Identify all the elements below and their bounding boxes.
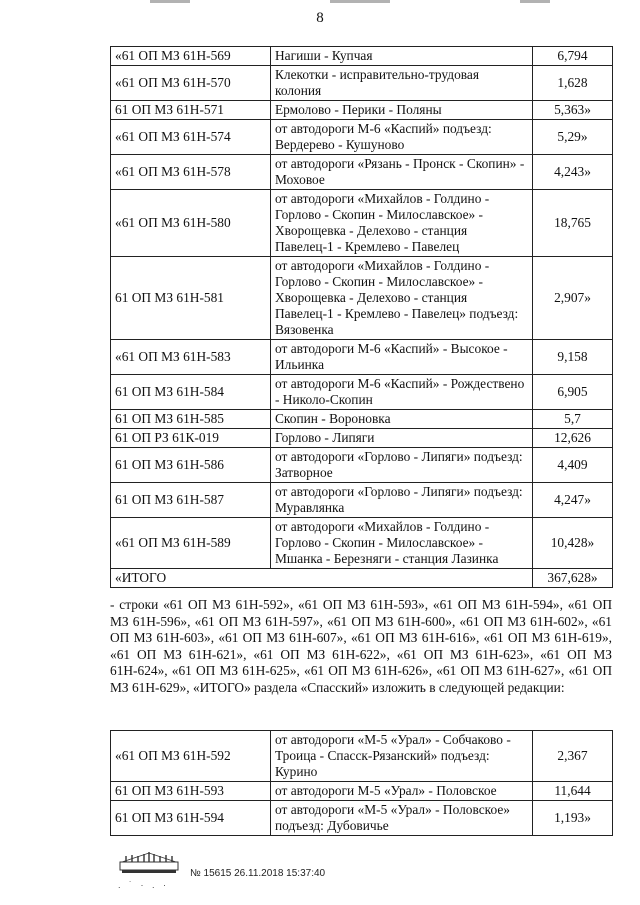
table-row [111, 120, 613, 155]
road-length: 11,644 [533, 782, 613, 801]
scan-artifact [330, 0, 390, 3]
road-length: 1,193» [533, 801, 613, 836]
table-row [111, 483, 613, 518]
road-name: от автодороги «Михайлов - Голдино - Горлово - Скопин - Милославское» - Мшанка - Березняги - станция Лазинка [271, 518, 533, 569]
road-length: 1,628 [533, 66, 613, 101]
road-name: от автодороги «Михайлов - Голдино - Горлово - Скопин - Милославское» - Хворощевка - Делехово - станция Павелец-1 - Кремлево - Павелец» подъезд: Вязовенка [271, 257, 533, 340]
road-name: Нагиши - Купчая [271, 47, 533, 66]
table-row [111, 155, 613, 190]
page-number: 8 [316, 10, 324, 26]
road-length: 4,409 [533, 448, 613, 483]
road-name: Горлово - Липяги [271, 429, 533, 448]
road-name: от автодороги М-6 «Каспий» - Рождествено - Николо-Скопин [271, 375, 533, 410]
road-code: «61 ОП МЗ 61Н-570 [111, 66, 271, 101]
table-row [111, 66, 613, 101]
road-name: Клекотки - исправительно-трудовая колония [271, 66, 533, 101]
road-name: от автодороги «Михайлов - Голдино - Горлово - Скопин - Милославское» - Хворощевка - Делехово - станция Павелец-1 - Кремлево - Павелец [271, 190, 533, 257]
roads-table [110, 46, 613, 588]
road-length: 12,626 [533, 429, 613, 448]
table-row [111, 448, 613, 483]
document-footer [118, 850, 538, 890]
scan-artifact [150, 0, 190, 3]
table-row [111, 47, 613, 66]
road-code: «61 ОП МЗ 61Н-569 [111, 47, 271, 66]
government-stamp-icon [118, 850, 180, 874]
road-name: от автодороги «Горлово - Липяги» подъезд: Затворное [271, 448, 533, 483]
road-code: 61 ОП МЗ 61Н-587 [111, 483, 271, 518]
road-length: 2,367 [533, 731, 613, 782]
road-code: 61 ОП МЗ 61Н-584 [111, 375, 271, 410]
road-name: от автодороги М-5 «Урал» - Половское [271, 782, 533, 801]
road-code: 61 ОП МЗ 61Н-593 [111, 782, 271, 801]
road-code: 61 ОП МЗ 61Н-581 [111, 257, 271, 340]
table-row [111, 410, 613, 429]
roads-table-body [111, 47, 613, 588]
spassky-table-body [111, 731, 613, 836]
road-length: 6,905 [533, 375, 613, 410]
road-code: «61 ОП МЗ 61Н-583 [111, 340, 271, 375]
road-name: от автодороги М-6 «Каспий» подъезд: Вердерево - Кушуново [271, 120, 533, 155]
road-length: 5,363» [533, 101, 613, 120]
road-code: 61 ОП МЗ 61Н-586 [111, 448, 271, 483]
road-name: Скопин - Вороновка [271, 410, 533, 429]
road-length: 18,765 [533, 190, 613, 257]
road-code: «61 ОП МЗ 61Н-574 [111, 120, 271, 155]
road-length: 2,907» [533, 257, 613, 340]
road-code: «61 ОП МЗ 61Н-580 [111, 190, 271, 257]
total-label: «ИТОГО [111, 569, 533, 588]
road-code: 61 ОП РЗ 61К-019 [111, 429, 271, 448]
road-length: 5,29» [533, 120, 613, 155]
table-row [111, 782, 613, 801]
road-code: «61 ОП МЗ 61Н-592 [111, 731, 271, 782]
scan-artifact [520, 0, 550, 3]
road-name: Ермолово - Перики - Поляны [271, 101, 533, 120]
table-row [111, 257, 613, 340]
amendment-paragraph: - строки «61 ОП МЗ 61Н-592», «61 ОП МЗ 61Н-593», «61 ОП МЗ 61Н-594», «61 ОП МЗ 61Н-596», «61 ОП МЗ 61Н-597», «61 ОП МЗ 61Н-600», «61 ОП МЗ 61Н-602», «61 ОП МЗ 61Н-603», «61 ОП МЗ 61Н-607», «61 ОП МЗ 61Н-616», «61 ОП МЗ 61Н-619», «61 ОП МЗ 61Н-621», «61 ОП МЗ 61Н-622», «61 ОП МЗ 61Н-623», «61 ОП МЗ 61Н-624», «61 ОП МЗ 61Н-625», «61 ОП МЗ 61Н-626», «61 ОП МЗ 61Н-627», «61 ОП МЗ 61Н-629», «ИТОГО» раздела «Спасский» изложить в следующей редакции: [110, 597, 612, 695]
road-length: 4,243» [533, 155, 613, 190]
road-name: от автодороги М-6 «Каспий» - Высокое - Ильинка [271, 340, 533, 375]
road-length: 10,428» [533, 518, 613, 569]
road-length: 5,7 [533, 410, 613, 429]
road-length: 4,247» [533, 483, 613, 518]
road-code: «61 ОП МЗ 61Н-589 [111, 518, 271, 569]
road-name: от автодороги «Горлово - Липяги» подъезд: Муравлянка [271, 483, 533, 518]
road-code: «61 ОП МЗ 61Н-578 [111, 155, 271, 190]
table-row [111, 429, 613, 448]
total-row [111, 569, 613, 588]
table-row [111, 101, 613, 120]
table-row [111, 801, 613, 836]
table-row [111, 340, 613, 375]
road-name: от автодороги «М-5 «Урал» - Собчаково - Троица - Спасск-Рязанский» подъезд: Курино [271, 731, 533, 782]
document-id: № 15615 26.11.2018 15:37:40 [190, 868, 326, 879]
table-row [111, 518, 613, 569]
table-row [111, 190, 613, 257]
table-row [111, 731, 613, 782]
spassky-table [110, 730, 613, 836]
road-length: 9,158 [533, 340, 613, 375]
road-code: 61 ОП МЗ 61Н-571 [111, 101, 271, 120]
road-code: 61 ОП МЗ 61Н-594 [111, 801, 271, 836]
road-name: от автодороги «М-5 «Урал» - Половское» подъезд: Дубовичье [271, 801, 533, 836]
road-name: от автодороги «Рязань - Пронск - Скопин» - Моховое [271, 155, 533, 190]
table-row [111, 375, 613, 410]
road-code: 61 ОП МЗ 61Н-585 [111, 410, 271, 429]
road-length: 6,794 [533, 47, 613, 66]
footer-marks: . ˙ · . · [118, 880, 169, 890]
total-value: 367,628» [533, 569, 613, 588]
